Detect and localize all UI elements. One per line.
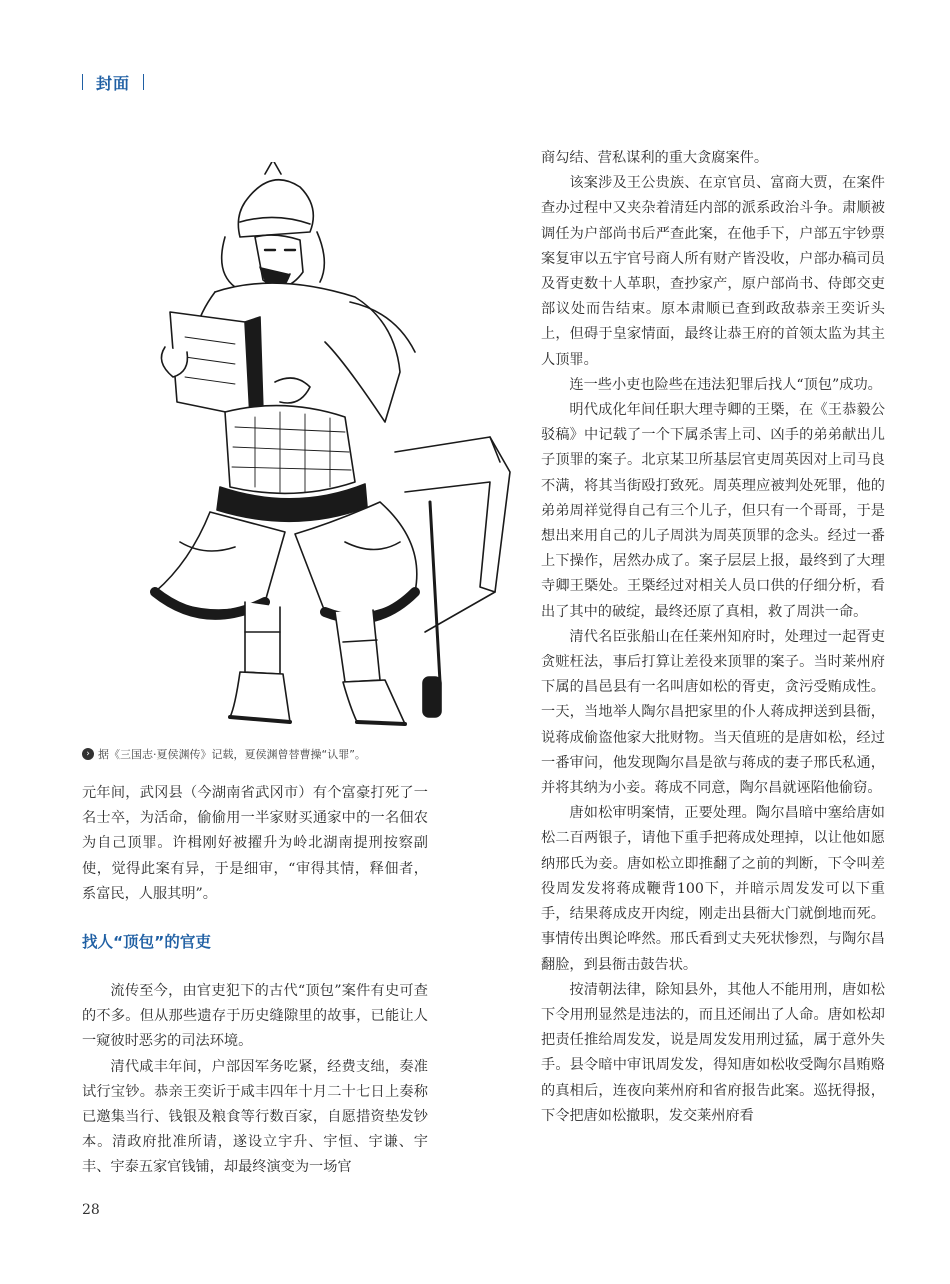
caption-arrow-icon: › <box>82 748 94 760</box>
right-paragraph: 唐如松审明案情，正要处理。陶尔昌暗中塞给唐如松二百两银子，请他下重手把蒋成处理掉，以让他如愿纳邢氏为妾。唐如松立即推翻了之前的判断，下令叫差役周发发将蒋成鞭背100下，并暗示周发发可以下重手，结果蒋成皮开肉绽，刚走出县衙大门就倒地而死。事情传出舆论哗然。邢氏看到丈夫死状惨烈，与陶尔昌翻脸，到县衙击鼓告状。 <box>541 805 885 973</box>
right-paragraph: 按清朝法律，除知县外，其他人不能用刑，唐如松下令用刑显然是违法的，而且还闹出了人命。唐如松却把责任推给周发发，说是周发发用刑过猛，属于意外失手。县令暗中审讯周发发，得知唐如松收受陶尔昌贿赂的真相后，连夜向莱州府和省府报告此案。巡抚得报，下令把唐如松撤职，发交莱州府看 <box>541 981 885 1124</box>
right-paragraph: 明代成化年间任职大理寺卿的王槩，在《王恭毅公驳稿》中记载了一个下属杀害上司、凶手的弟弟献出儿子顶罪的案子。北京某卫所基层官吏周英因对上司马良不满，将其当街殴打致死。周英理应被判处死罪，他的弟弟周祥觉得自己有三个儿子，但只有一个哥哥，于是想出来用自己的儿子周洪为周英顶罪的念头。经过一番上下操作，居然办成了。案子层层上报，最终到了大理寺卿王槩处。王槩经过对相关人员口供的仔细分析，看出了其中的破绽，最终还原了真相，救了周洪一命。 <box>541 402 885 620</box>
right-paragraph: 连一些小吏也险些在违法犯罪后找人“顶包”成功。 <box>569 376 882 393</box>
left-paragraph: 清代咸丰年间，户部因军务吃紧，经费支绌，奏准试行宝钞。恭亲王奕䜣于咸丰四年十月二十七日上奏称已邀集当行、钱银及粮食等行数百家，自愿措资垫发钞本。清政府批准所请，遂设立宇升、宇恒、宇谦、宇丰、宇泰五家官钱铺，却最终演变为一场官 <box>82 1058 428 1176</box>
right-paragraph: 该案涉及王公贵族、在京官员、富商大贾，在案件查办过程中又夹杂着清廷内部的派系政治斗争。肃顺被调任为户部尚书后严查此案，在他手下，户部五宇钞票案复审以五宇官号商人所有财产皆没收，户部办稿司员及胥吏数十人革职，查抄家产，原户部尚书、侍郎交吏部议处而告结束。原本肃顺已查到政敌恭亲王奕䜣头上，但碍于皇家情面，最终让恭王府的首领太监为其主人顶罪。 <box>541 175 885 368</box>
illustration-seated-general <box>95 162 515 734</box>
left-column-intro <box>82 781 428 907</box>
section-tag <box>82 70 144 94</box>
section-divider-left <box>82 74 83 90</box>
intro-paragraph: 元年间，武冈县（今湖南省武冈市）有个富豪打死了一名士卒，为活命，偷偷用一半家财买通家中的一名佃农为自己顶罪。许楫刚好被擢升为岭北湖南提刑按察副使，觉得此案有异，于是细审，“审得其情，释佃者，系富民，人服其明”。 <box>82 785 428 902</box>
left-column-body <box>82 979 428 1181</box>
right-paragraph: 商勾结、营私谋利的重大贪腐案件。 <box>541 150 769 166</box>
right-paragraph: 清代名臣张船山在任莱州知府时，处理过一起胥吏贪赃枉法，事后打算让差役来顶罪的案子。当时莱州府下属的昌邑县有一名叫唐如松的胥吏，贪污受贿成性。一天，当地举人陶尔昌把家里的仆人蒋成押送到县衙，说蒋成偷盗他家大批财物。当天值班的是唐如松，经过一番审问，他发现陶尔昌是欲与蒋成的妻子邢氏私通，并将其纳为小妾。蒋成不同意，陶尔昌就诬陷他偷窃。 <box>541 628 885 797</box>
left-paragraph: 流传至今，由官吏犯下的古代“顶包”案件有史可查的不多。但从那些遗存于历史缝隙里的故事，已能让人一窥彼时恶劣的司法环境。 <box>82 983 428 1050</box>
caption-text: 据《三国志·夏侯渊传》记载，夏侯渊曾替曹操“认罪”。 <box>98 748 366 761</box>
section-label: 封面 <box>96 73 131 93</box>
figure-caption <box>82 746 522 762</box>
section-divider-right <box>143 74 144 90</box>
page-number: 28 <box>82 1202 100 1218</box>
right-column <box>541 146 885 1129</box>
section-heading: 找人“顶包”的官吏 <box>82 933 211 951</box>
